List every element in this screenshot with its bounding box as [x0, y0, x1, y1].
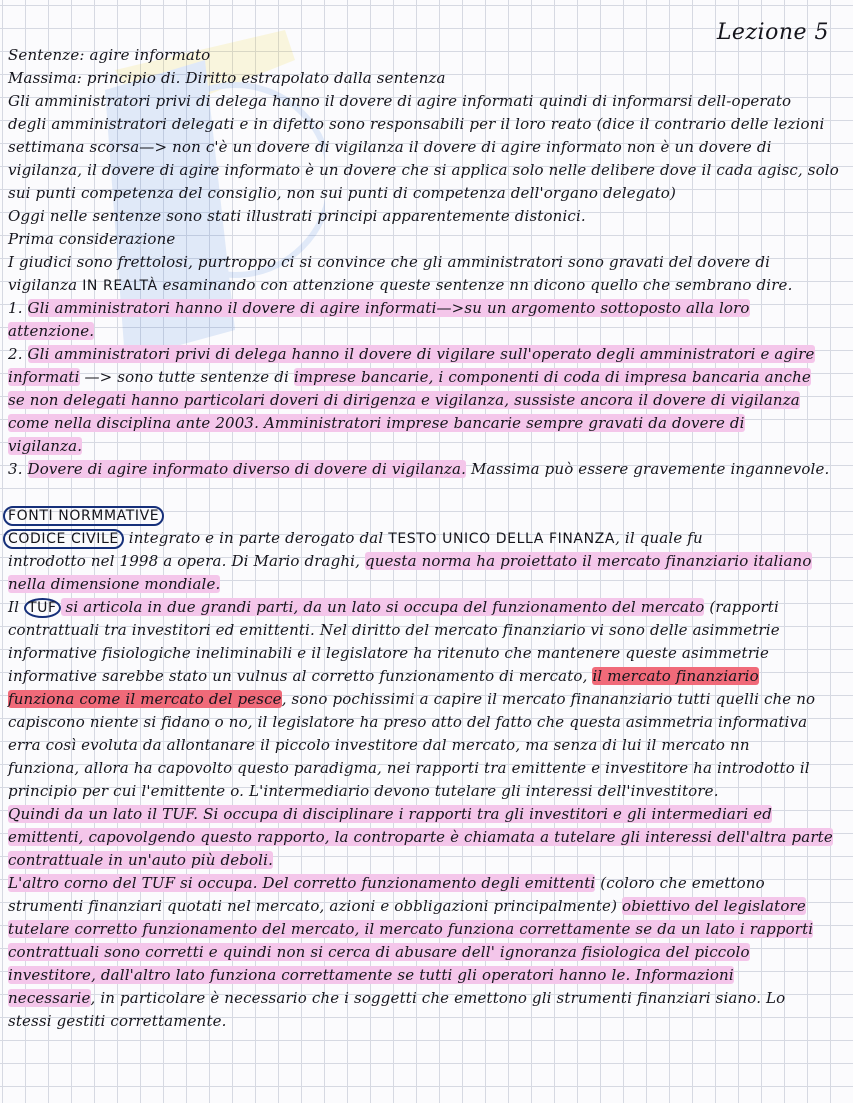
text-line: degli amministratori delegati e in difetto sono responsabili per il loro reato (dice il contrario delle lezioni — [8, 115, 825, 133]
highlight: come nella disciplina ante 2003. Amministratori imprese bancarie sempre gravati da dovere di — [8, 414, 745, 432]
text-line: necessarie, in particolare è necessario che i soggetti che emettono gli strumenti finanziari siano. Lo — [8, 989, 786, 1007]
highlight: imprese bancarie, i componenti di coda di impresa bancaria anche — [293, 368, 811, 386]
highlight: Quindi da un lato il TUF. Si occupa di disciplinare i rapporti tra gli investitori e gli intermediari ed — [8, 805, 772, 823]
text-line — [8, 964, 734, 987]
text-line: 1. Gli amministratori hanno il dovere di agire informati—>su un argomento sottoposto alla loro — [8, 299, 750, 317]
text-line: principio per cui l'emittente o. L'intermediario devono tutelare gli interessi dell'investitore. — [8, 782, 719, 800]
highlight: obiettivo del legislatore — [622, 897, 806, 915]
text-line: CODICE CIVILE integrato e in parte derogato dal TESTO UNICO DELLA FINANZA, il quale fu — [8, 527, 703, 550]
text-line — [8, 573, 220, 596]
text-line: settimana scorsa—> non c'è un dovere di vigilanza il dovere di agire informato non è un dovere di — [8, 138, 772, 156]
circled-term: CODICE CIVILE — [3, 529, 124, 549]
text-line: informati —> sono tutte sentenze di imprese bancarie, i componenti di coda di impresa bancaria anche — [8, 368, 811, 386]
text-line: Sentenze: agire informato — [8, 46, 211, 64]
text-line: erra così evoluta da allontanare il piccolo investitore dal mercato, ma senza di lui il mercato nn — [8, 736, 750, 754]
highlight-red: il mercato finanziario — [592, 667, 759, 685]
text-line: Gli amministratori privi di delega hanno il dovere di agire informati quindi di informarsi dell-operato — [8, 92, 792, 110]
text-line — [8, 941, 750, 964]
text-line: sui punti competenza del consiglio, non sui punti di competenza dell'organo delegato) — [8, 184, 676, 202]
text-line: 2. Gli amministratori privi di delega hanno il dovere di vigilare sull'operato degli amministratori e agire — [8, 345, 815, 363]
highlight: questa norma ha proiettato il mercato finanziario italiano — [364, 552, 812, 570]
text-line — [8, 849, 273, 872]
text-line — [8, 803, 772, 826]
text-line: capiscono niente si fidano o no, il legislatore ha preso atto del fatto che questa asimmetria informativa — [8, 713, 808, 731]
text-line — [8, 435, 82, 458]
highlight: emittenti, capovolgendo questo rapporto, la controparte è chiamata a tutelare gli interessi dell'altra parte — [8, 828, 833, 846]
highlight: si articola in due grandi parti, da un lato si occupa del funzionamento del mercato — [60, 598, 705, 616]
text-line: L'altro corno del TUF si occupa. Del corretto funzionamento degli emittenti (coloro che emettono — [8, 874, 765, 892]
text-line: vigilanza, il dovere di agire informato è un dovere che si applica solo nelle delibere dove il cada agisc, solo — [8, 161, 839, 179]
text-line: funziona, allora ha capovolto questo paradigma, nei rapporti tra emittente e investitore ha introdotto il — [8, 759, 810, 777]
text-line: informative fisiologiche ineliminabili e il legislatore ha ritenuto che mantenere queste asimmetrie — [8, 644, 770, 662]
text-line: funziona come il mercato del pesce, sono pochissimi a capire il mercato finananziario tutti quelli che no — [8, 690, 816, 708]
text-line — [8, 412, 745, 435]
highlight: informati — [8, 368, 80, 386]
text-line: Oggi nelle sentenze sono stati illustrati principi apparentemente distonici. — [8, 207, 586, 225]
text-line: Prima considerazione — [8, 230, 176, 248]
highlight: Dovere di agire informato diverso di dovere di vigilanza. — [27, 460, 467, 478]
highlight: L'altro corno del TUF si occupa. Del corretto funzionamento degli emittenti — [8, 874, 596, 892]
highlight: Gli amministratori hanno il dovere di agire informati—>su un argomento sottoposto alla loro — [27, 299, 750, 317]
text-line: contrattuali tra investitori ed emittenti. Nel diritto del mercato finanziario vi sono delle asimmetrie — [8, 621, 780, 639]
highlight-red: funziona come il mercato del pesce — [8, 690, 282, 708]
highlight: contrattuale in un'auto più deboli. — [8, 851, 273, 869]
highlight: vigilanza. — [8, 437, 83, 455]
text-line: informative sarebbe stato un vulnus al corretto funzionamento di mercato, il mercato finanziario — [8, 667, 759, 685]
highlight: se non delegati hanno particolari doveri di dirigenza e vigilanza, sussiste ancora il dovere di vigilanza — [8, 391, 800, 409]
circled-term: TUF — [24, 598, 61, 618]
text-line: stessi gestiti correttamente. — [8, 1012, 227, 1030]
page-title: Lezione 5 — [716, 20, 829, 45]
highlight: attenzione. — [8, 322, 95, 340]
text-line: Il TUF si articola in due grandi parti, da un lato si occupa del funzionamento del mercato (rapporti — [8, 598, 779, 616]
text-line: introdotto nel 1998 a opera. Di Mario draghi, questa norma ha proiettato il mercato finanziario italiano — [8, 552, 812, 570]
text-line — [8, 918, 813, 941]
text-line: 3. Dovere di agire informato diverso di dovere di vigilanza. Massima può essere gravemente ingannevole. — [8, 460, 830, 478]
text-line: vigilanza IN REALTÀ esaminando con attenzione queste sentenze nn dicono quello che sembrano dire. — [8, 276, 793, 294]
highlight: Gli amministratori privi di delega hanno il dovere di vigilare sull'operato degli amministratori e agire — [27, 345, 815, 363]
text-line: strumenti finanziari quotati nel mercato, azioni e obbligazioni principalmente) obiettivo del legislatore — [8, 897, 806, 915]
highlight: contrattuali sono corretti e quindi non si cerca di abusare dell' ignoranza fisiologica del piccolo — [8, 943, 750, 961]
circled-heading: FONTI NORMMATIVE — [3, 506, 164, 526]
highlight: nella dimensione mondiale. — [8, 575, 221, 593]
highlight: necessarie — [8, 989, 91, 1007]
section-heading — [8, 504, 164, 527]
text-line — [8, 320, 94, 343]
highlight: investitore, dall'altro lato funziona correttamente se tutti gli operatori hanno le. Informazioni — [8, 966, 734, 984]
text-line — [8, 389, 800, 412]
text-line: I giudici sono frettolosi, purtroppo ci si convince che gli amministratori sono gravati del dovere di — [8, 253, 771, 271]
text-line: Massima: principio di. Diritto estrapolato dalla sentenza — [8, 69, 446, 87]
text-line — [8, 826, 833, 849]
highlight: tutelare corretto funzionamento del mercato, il mercato funziona correttamente se da un lato i rapporti — [8, 920, 814, 938]
